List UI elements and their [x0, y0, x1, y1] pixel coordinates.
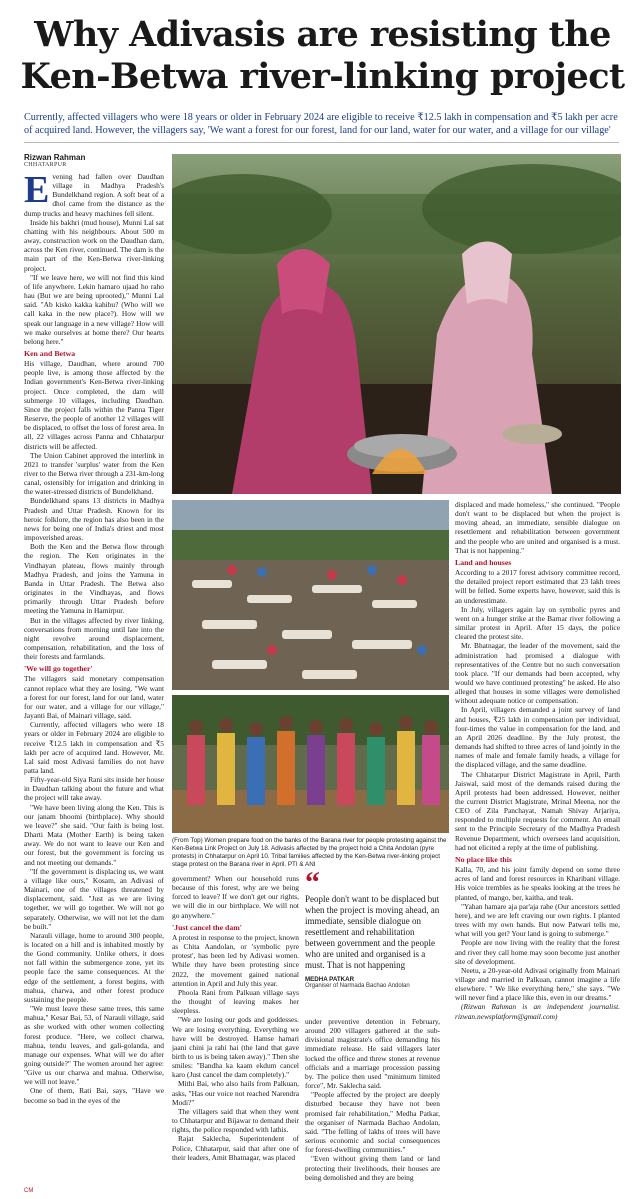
paragraph: The Union Cabinet approved the interlink in 2021 to transfer 'surplus' water from the Ken river to the Betwa river through a 231-km-long canal, ostensibly for irrigation and drinking in the water-stressed districts of Bundelkhand. — [24, 450, 164, 497]
paragraph: Kalla, 70, and his joint family depend on some three acres of land and forest resources in Kharibani village. His voice trembles as he speaks looking at the trees he planted, of mango, ber, kaitha, and teak. — [455, 865, 620, 902]
photo-women-cooking — [172, 154, 621, 494]
paragraph: In July, villagers again lay on symbolic pyres and went on a hunger strike at the Barnar river following a similar protest in April. After 15 days, the police cleared the protest site. — [455, 604, 620, 642]
quote-author-role: Organiser of Narmada Bachao Andolan — [305, 983, 410, 989]
photo-river-protest — [172, 695, 449, 833]
paragraph: "If we leave here, we will not find this kind of life anywhere. Lekin hamaro ujaad ho raho hau (But we are being uprooted)," Munni Lal said. "Ab kisko kakka kahibu? (Who will we call kaka in the new place?). How will we speak our language in a new village? How will we make ourselves at home there? Our hearts belong here." — [24, 272, 164, 346]
paragraph: His village, Daudhan, where around 700 people live, is among those affected by the Indian government's Ken-Betwa river-linking project. Once completed, the dam will submerge 10 villages, including Daudhan. Since the project falls within the Panna Tiger Reserve, the people of another 12 villages will be displaced, to offset the loss of forest area. In all, 22 villages across Panna and Chhatarpur districts will be affected. — [24, 359, 164, 451]
paragraph: Fifty-year-old Siya Rani sits inside her house in Daudhan talking about the future and what the project will take away. — [24, 775, 164, 803]
paragraph: According to a 2017 forest advisory committee record, the detailed project report estimated that 23 lakh trees will be felled. Some experts have, however, said this is an underestimate. — [455, 568, 620, 605]
byline — [24, 153, 85, 168]
paragraph-text: vening had fallen over Daudhan village in Madhya Pradesh's Bundelkhand region. A soft beat of a dhol came from the distance as the dump trucks and heavy machines fell silent. — [24, 172, 164, 218]
deck: Currently, affected villagers who were 18 years or older in February 2024 are eligible to receive ₹12.5 lakh in compensation and ₹5 lakh per acre of acquired land. However, the villagers say, 'We want a forest for our forest, land for our land, water for our water, and a village for our village' — [24, 112, 618, 136]
footer-mark: CM — [24, 1188, 34, 1194]
paragraph: "If the government is displacing us, we want a village like ours," Kosam, an Adivasi of Mainari, one of the villages threatened by displacement, said. "Just as we are living together, we will go together. We will not go separately. Otherwise, we will not let the dam be built." — [24, 866, 164, 931]
headline: Why Adivasis are resisting the Ken-Betwa river-linking project — [20, 14, 625, 97]
paragraph: A protest in response to the project, known as Chita Aandolan, or 'symbolic pyre protest', has been led by Adivasi women. While they have been protesting since 2022, the movement gained national attention in April and July this year. — [172, 932, 299, 988]
paragraph: "We have been living along the Ken. This is our janam bhoomi (birthplace). Why should we leave?" she said. "Our faith is being lost. Dharti Mata (Mother Earth) is being taken away. We do not want to leave our Ken and our forest, but the government is forcing us and not meeting our demands." — [24, 802, 164, 867]
quote-mark: “ — [305, 866, 320, 899]
paragraph: Inside his bakhri (mud house), Munni Lal sat chatting with his neighbours. About 500 m away, construction work on the Daudhan dam, across the Ken river, continued. The dam is the main part of the Ken-Betwa river-linking project. — [24, 217, 164, 273]
column-1 — [24, 169, 164, 1105]
paragraph: "Even without giving them land or land protecting their livelihoods, their houses are being demolished and they are being — [305, 1154, 440, 1182]
paragraph: But in the villages affected by river linking, conversations from morning until late into the night revolve around displacement, compensation, rehabilitation, and the loss of their forests and farmlands. — [24, 615, 164, 662]
paragraph: Bundelkhand spans 13 districts in Madhya Pradesh and Uttar Pradesh. Known for its heroic folklore, the region has also been in the news for being one of India's driest and most impoverished areas. — [24, 496, 164, 543]
paragraph: Phoola Rani from Palkuan village says the thought of leaving makes her sleepless. — [172, 987, 299, 1016]
paragraph: Both the Ken and the Betwa flow through the region. The Ken originates in the Vindhayan plateau, flows mainly through Madhya Pradesh, and joins the Yamuna in Banda in Uttar Pradesh. The Betwa also originates in the Vindhayas, and flows primarily through Uttar Pradesh before meeting the Yamuna in Hamirpur. — [24, 542, 164, 616]
paragraph: "Yahan hamare aja par'aja rahe (Our ancestors settled here), and we are left craving our own rights. I planted trees with my own hands. But now Patwari tells me, what will you get? Your land is going to submerge." — [455, 901, 620, 939]
column-3 — [305, 1017, 440, 1182]
subheading: 'We will go together' — [24, 664, 93, 674]
dateline: CHHATARPUR — [24, 162, 67, 168]
paragraph: "We must leave these same trees, this same mahua," Kesar Bai, 53, of Narauli village, said as she worked with other women collecting forest produce. "Here, we collect charwa, mahua, tendu leaves, and gali-golanda, and manage our expenses. What will we do after going outside?" The women around her agree: "Give us our charwa and mahua. Otherwise, we will not leave." — [24, 1004, 164, 1087]
pull-quote — [305, 866, 443, 989]
paragraph: Mithi Bai, who also hails from Palkuan, asks, "Has our voice not reached Narendra Modi?" — [172, 1079, 299, 1107]
photo-caption: (From Top) Women prepare food on the banks of the Barana river for people protesting against the Ken-Betwa Link Project on July 18. Adivasis affected by the project hold a Chita Andolan (pyre protests) in Chhatarpur on April 10. Tribal families affected by the Ken-Betwa river-linking project stage protest on the Barana river in April. PTI & ANI — [172, 837, 447, 869]
paragraph: "People affected by the project are deeply disturbed because they have not been promised fair rehabilitation," Medha Patkar, the organiser of Narmada Bachao Andolan, said. "The felling of lakhs of trees will have serious economic and social consequences for forest-dwelling communities." — [305, 1090, 440, 1155]
quote-author: MEDHA PATKAR — [305, 976, 355, 983]
paragraph: displaced and made homeless," she continued. "People don't want to be displaced but when the project is moving ahead, an immediate, sensible dialogue on resettlement and rehabilitation between government and the people who are united and organised is a must. That is not happening." — [455, 500, 620, 555]
paragraph: Currently, affected villagers who were 18 years or older in February 2024 are eligible to receive ₹12.5 lakh in compensation and ₹5 lakh per acre of acquired land. However, Mr. Lal said most Adivasi families do not have patta land. — [24, 720, 164, 775]
photo-pyre-protest — [172, 500, 449, 690]
paragraph: The villagers said monetary compensation cannot replace what they are losing. "We want a forest for our forest, land for our land, water for our water, and a village for our village," Jayanti Bai, of Mainari village, said. — [24, 674, 164, 721]
subheading: Ken and Betwa — [24, 348, 76, 358]
paragraph: Mr. Bhatnagar, the leader of the movement, said the administration had promised a dialogue with representatives of the Centre but no such conversation took place. "If our demands had been accepted, why would we have continued protesting" he asked. He also alleged that houses in some villages were demolished without adequate notice or compensation. — [455, 641, 620, 706]
paragraph: The Chhatarpur District Magistrate in April, Parth Jaiswal, said most of the demands raised during the April protests had been addressed. However, neither the current District Magistrate, Mrinal Meena, nor the CEO of Zila Panchayat, Namah Shivay Arjariya, responded to multiple requests for comment. An email sent to the Principle Secretary of the Madhya Pradesh Revenue Department, which oversees land acquisition, had not elicited a reply at the time of publishing. — [455, 769, 620, 852]
paragraph: Rajat Saklecha, Superintendent of Police, Chhatarpur, said that after one of their leaders, Amit Bhatnagar, was placed — [172, 1134, 299, 1162]
divider — [24, 142, 619, 143]
paragraph: government? When our household runs because of this forest, why are we being forced to leave? If we don't get our rights, we will die in our birthplace. We will not go anywhere." — [172, 874, 299, 920]
paragraph: Narauli village, home to around 300 people, is located on a hill and is inhabited mostly by the Gond community. Unlike others, it does not fall within the submergence zone, yet its people face the same consequences. At the edge of the settlement, a forest begins, with mahua, charwa, and other forest produce sustaining the people. — [24, 930, 164, 1004]
column-2 — [172, 874, 299, 1162]
subheading: Land and houses — [455, 557, 512, 567]
subheading: 'Just cancel the dam' — [172, 922, 242, 932]
paragraph: In April, villagers demanded a joint survey of land and houses, ₹25 lakh in compensation per individual, four-times the value in compensation for the land, and an April 2026 deadline. By the July protest, the demands had shifted to three acres of land jointly in the names of male and female family heads, a village for the displaced village, and the same deadline. — [455, 705, 620, 770]
author-note: (Rizwan Rahman is an independent journalist. rizwan.newsplatform@gmail.com) — [455, 1002, 620, 1021]
paragraph — [24, 169, 164, 218]
paragraph: People are now living with the reality that the forest and river they call home may soon become just another site of development. — [455, 938, 620, 966]
paragraph: Neetu, a 20-year-old Adivasi originally from Mainari village and married in Palkuan, cannot imagine a life elsewhere. " We like everything here," she says. "We will never find a place like this, even in our dreams." — [455, 965, 620, 1003]
quote-text: People don't want to be displaced but when the project is moving ahead, an immediate, sensible dialogue on resettlement and rehabilitation between government and the people who are united and organised is a must. That is not happening — [305, 894, 440, 970]
paragraph: The villagers said that when they went to Chhatarpur and Bijawar to demand their rights, the police responded with lathis. — [172, 1106, 299, 1135]
paragraph: under preventive detention in February, around 200 villagers gathered at the sub-divisional magistrate's office demanding his immediate release. He said villagers later locked the office and threw stones at revenue officials and a marriage procession passing by. The police then used "minimum limited force", Mr. Saklecha said. — [305, 1017, 440, 1091]
subheading: No place like this — [455, 854, 512, 864]
paragraph: "We are losing our gods and goddesses. We are losing everything. Everything we have will be destroyed. Hamse hamari jaani chini ja rahi hai (the land that gave birth to us is being taken away)." Then she smiles: "Bandha ka kaam ekdum cancel karo (Just cancel the dam completely)." — [172, 1015, 299, 1080]
drop-cap: E — [24, 169, 50, 211]
author-name: Rizwan Rahman — [24, 153, 86, 162]
column-4 — [455, 500, 620, 1021]
paragraph: One of them, Rati Bai, says, "Have we become so bad in the eyes of the — [24, 1086, 164, 1105]
